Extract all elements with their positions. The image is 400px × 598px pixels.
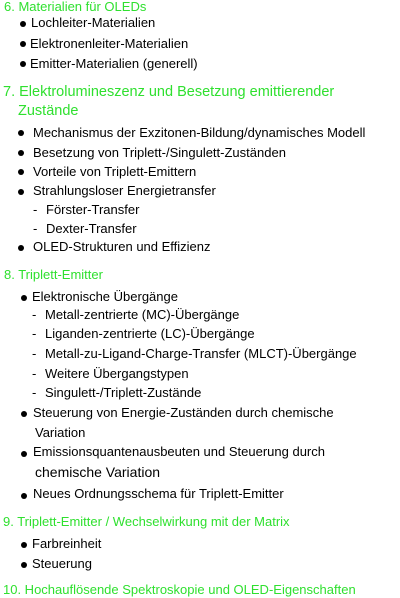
section-9-heading: 9. Triplett-Emitter / Wechselwirkung mit der Matrix	[3, 514, 290, 529]
list-item: Neues Ordnungsschema für Triplett-Emitter	[33, 486, 284, 501]
sub-list-item: Weitere Übergangstypen	[45, 366, 189, 381]
list-item: Steuerung von Energie-Zuständen durch chemische	[33, 405, 334, 420]
section-8-heading: 8. Triplett-Emitter	[4, 267, 103, 282]
list-item-cont: chemische Variation	[35, 464, 161, 480]
sub-list-item: Dexter-Transfer	[46, 221, 137, 236]
list-item: Strahlungsloser Energietransfer	[33, 183, 216, 198]
bullet-icon	[20, 61, 26, 67]
bullet-icon	[21, 411, 27, 417]
list-item: Lochleiter-Materialien	[31, 15, 156, 30]
sub-list-item: Metall-zentrierte (MC)-Übergänge	[45, 307, 240, 322]
sub-list-item: Förster-Transfer	[46, 202, 140, 217]
sub-list-item: Liganden-zentrierte (LC)-Übergänge	[45, 326, 255, 341]
bullet-icon	[20, 41, 26, 47]
section-7-heading-cont: Zustände	[18, 103, 79, 119]
sub-list-item: Metall-zu-Ligand-Charge-Transfer (MLCT)-Übergänge	[45, 346, 357, 361]
list-item-cont: Variation	[35, 425, 86, 440]
list-item: Elektronische Übergänge	[32, 289, 178, 304]
dash-marker: -	[33, 221, 38, 236]
list-item: Steuerung	[32, 556, 92, 571]
bullet-icon	[18, 189, 24, 195]
list-item: Emitter-Materialien (generell)	[30, 56, 198, 71]
dash-marker: -	[32, 307, 37, 322]
bullet-icon	[18, 130, 24, 136]
sub-list-item: Singulett-/Triplett-Zustände	[45, 385, 202, 400]
bullet-icon	[18, 245, 24, 251]
bullet-icon	[18, 169, 24, 175]
bullet-icon	[21, 562, 27, 568]
dash-marker: -	[32, 385, 37, 400]
section-7-heading: 7. Elektrolumineszenz und Besetzung emittierender	[3, 84, 335, 100]
list-item: Farbreinheit	[32, 536, 102, 551]
bullet-icon	[21, 451, 27, 457]
dash-marker: -	[32, 326, 37, 341]
list-item: Elektronenleiter-Materialien	[30, 36, 189, 51]
list-item: Mechanismus der Exzitonen-Bildung/dynamisches Modell	[33, 125, 366, 140]
dash-marker: -	[33, 202, 38, 217]
list-item: OLED-Strukturen und Effizienz	[33, 239, 211, 254]
bullet-icon	[21, 295, 27, 301]
section-10-heading: 10. Hochauflösende Spektroskopie und OLED-Eigenschaften	[3, 582, 356, 597]
section-6-heading: 6. Materialien für OLEDs	[4, 0, 147, 14]
bullet-icon	[20, 21, 26, 27]
list-item: Emissionsquantenausbeuten und Steuerung durch	[33, 444, 325, 459]
dash-marker: -	[32, 366, 37, 381]
dash-marker: -	[32, 346, 37, 361]
bullet-icon	[21, 542, 27, 548]
bullet-icon	[18, 150, 24, 156]
bullet-icon	[21, 493, 27, 499]
list-item: Vorteile von Triplett-Emittern	[33, 164, 197, 179]
list-item: Besetzung von Triplett-/Singulett-Zuständen	[33, 145, 286, 160]
